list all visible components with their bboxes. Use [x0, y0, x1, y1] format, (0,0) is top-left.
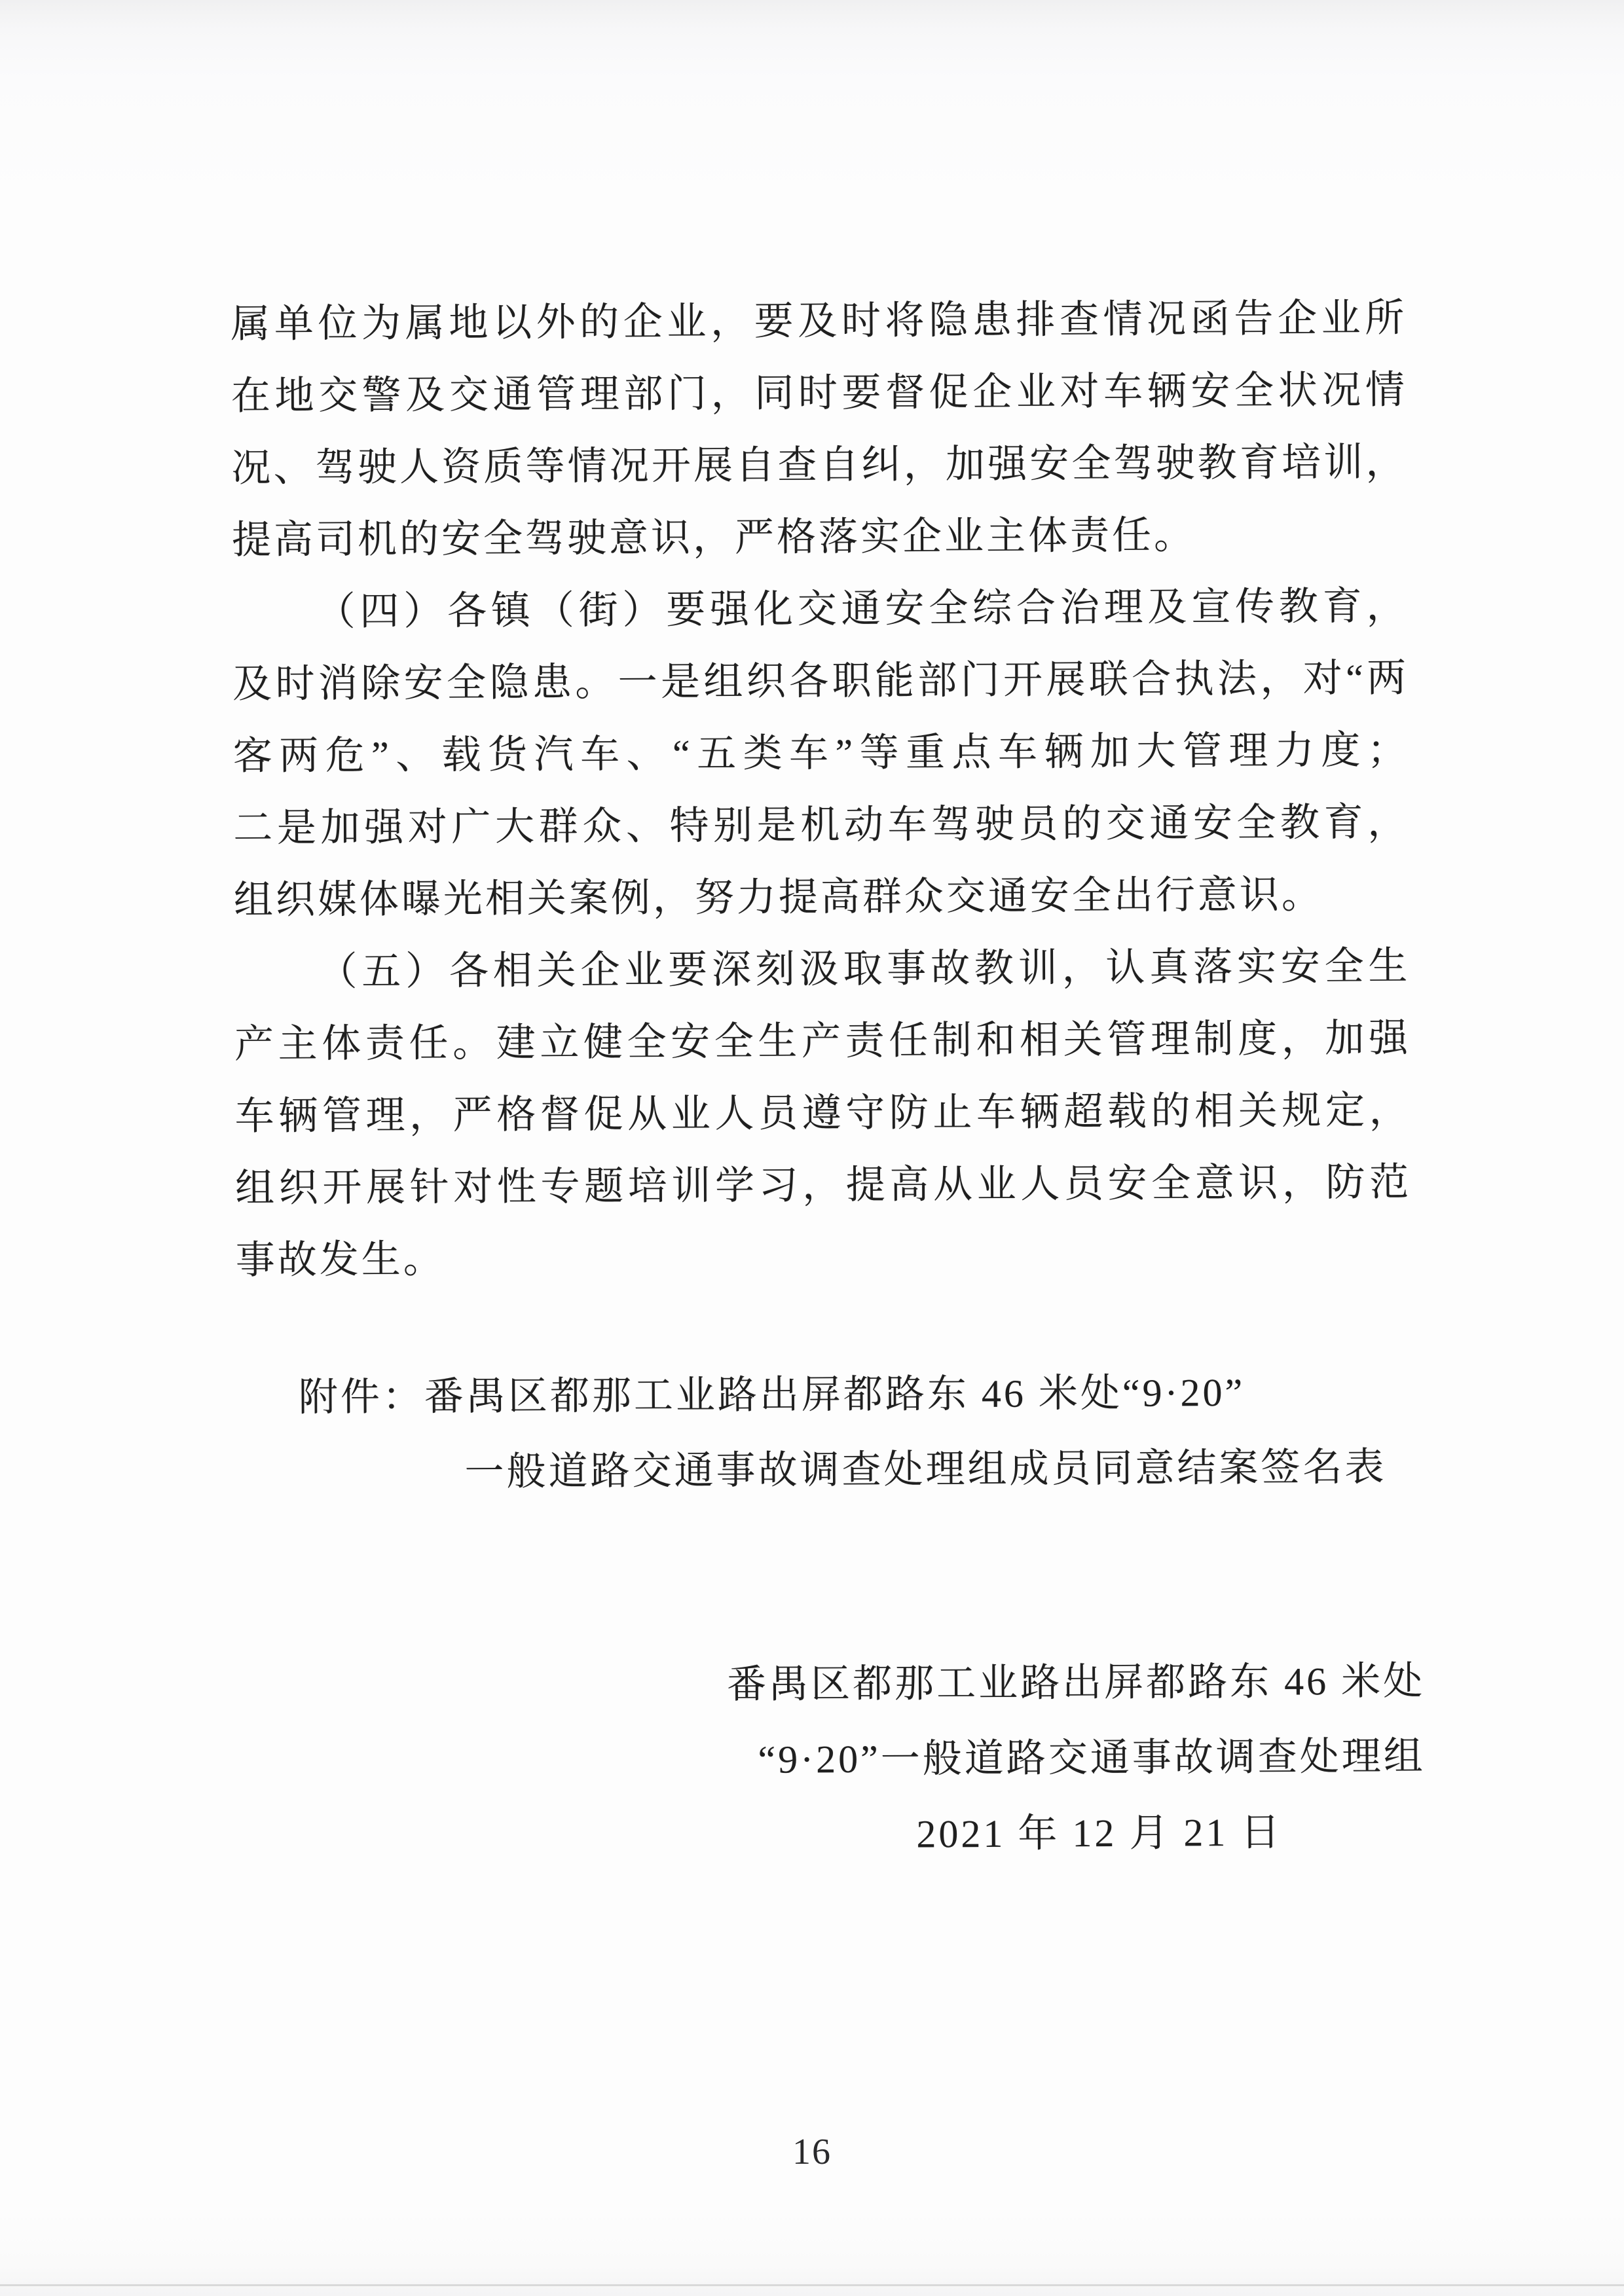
body-line: 客两危”、载货汽车、“五类车”等重点车辆加大管理力度；	[232, 728, 1409, 778]
body-line: 况、驾驶人资质等情况开展自查自纠，加强安全驾驶教育培训，	[231, 440, 1408, 490]
signature-org-line-2: “9·20”一般道路交通事故调查处理组	[758, 1734, 1426, 1781]
body-paragraph-item-4	[232, 570, 1410, 936]
body-line: （四）各镇（街）要强化交通安全综合治理及宣传教育，	[316, 584, 1409, 634]
signature-date: 2021 年 12 月 21 日	[916, 1810, 1283, 1856]
attachment-label: 附件：	[298, 1375, 425, 1419]
body-line: 及时消除安全隐患。一是组织各职能部门开展联合执法，对“两	[232, 656, 1409, 706]
body-paragraph-item-5	[234, 930, 1412, 1296]
body-line: 组织媒体曝光相关案例，努力提高群众交通安全出行意识。	[233, 873, 1324, 922]
body-line: 车辆管理，严格督促从业人员遵守防止车辆超载的相关规定，	[234, 1088, 1411, 1138]
body-line: 在地交警及交通管理部门，同时要督促企业对车辆安全状况情	[231, 368, 1408, 418]
page-number: 16	[792, 2132, 832, 2172]
body-line: 事故发生。	[235, 1237, 445, 1282]
attachment-title-part-2: 一般道路交通事故调查处理组成员同意结案签名表	[464, 1445, 1387, 1494]
body-line: （五）各相关企业要深刻汲取事故教训，认真落实安全生	[318, 944, 1411, 994]
body-line: 产主体责任。建立健全安全生产责任制和相关管理制度，加强	[234, 1016, 1411, 1066]
signature-org-line-1: 番禺区都那工业路出屏都路东 46 米处	[727, 1659, 1426, 1707]
body-line: 提高司机的安全驾驶意识，严格落实企业主体责任。	[231, 513, 1196, 562]
signature-block	[238, 1643, 1426, 1875]
attachment-line-1	[299, 1355, 1413, 1436]
attachment-block	[236, 1355, 1413, 1511]
body-line: 组织开展针对性专题培训学习，提高从业人员安全意识，防范	[235, 1160, 1412, 1210]
body-line: 二是加强对广大群众、特别是机动车驾驶员的交通安全教育，	[233, 800, 1410, 850]
attachment-title-part-1: 番禺区都那工业路出屏都路东 46 米处“9·20”	[424, 1370, 1246, 1419]
body-paragraph-continuation	[231, 282, 1408, 576]
body-line: 属单位为属地以外的企业，要及时将隐患排查情况函告企业所	[231, 296, 1407, 346]
scan-edge-artifact	[0, 2284, 1624, 2286]
document-body	[231, 282, 1426, 1876]
